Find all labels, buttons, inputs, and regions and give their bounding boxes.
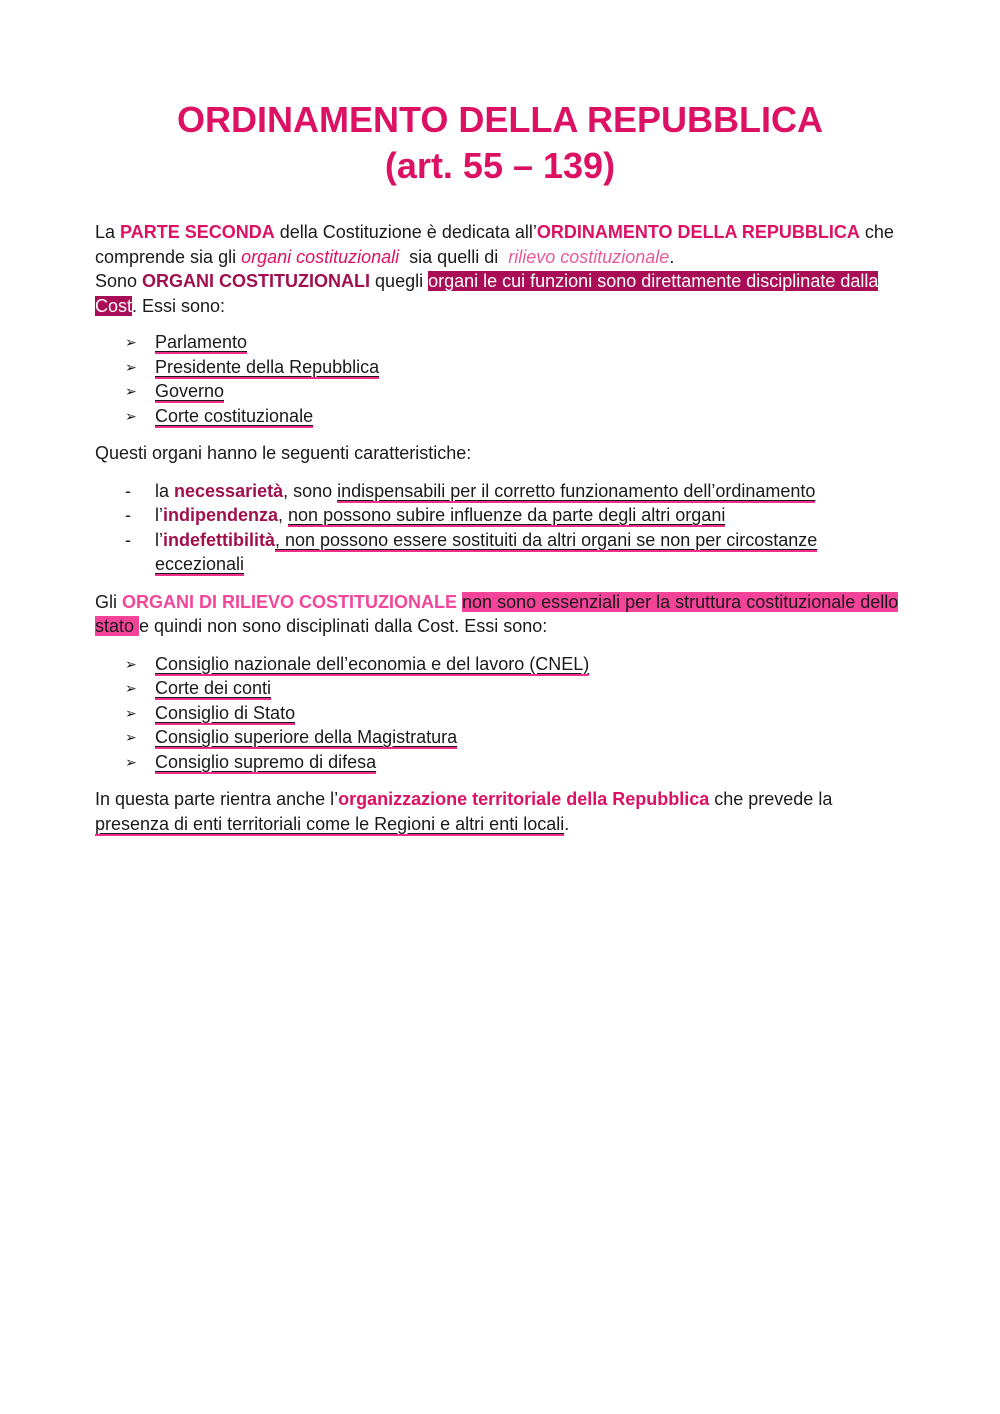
document-title [0,97,1000,189]
bold-term: necessarietà [174,480,284,501]
bold-term-parte-seconda: PARTE SECONDA [120,222,275,242]
list-item-label: Consiglio superiore della Magistratura [155,727,458,747]
list-item-label: Governo [155,381,225,401]
list-item [95,404,910,429]
text: che prevede la [709,789,833,809]
underlined-text: presenza di enti territoriali come le Regioni e altri enti locali [95,813,565,834]
highlighted-definition: organi le cui funzioni sono direttamente disciplinate dalla Cost [95,271,879,316]
bold-term-ordinamento: ORDINAMENTO DELLA REPUBBLICA [536,222,860,242]
list-item-label: Consiglio supremo di difesa [155,751,377,772]
underlined-text: non possono subire influenze da parte degli altri organi [288,505,726,525]
organi-paragraph [95,269,910,318]
organi-list [95,330,910,428]
text: l’ [155,529,163,550]
text: In questa parte rientra anche l’ [95,789,339,809]
list-item-label: Consiglio nazionale dell’economia e del lavoro (CNEL) [155,653,590,674]
italic-term-rilievo: rilievo costituzionale [508,246,670,267]
dash-bullet-icon: - [125,480,131,501]
text: la [155,480,175,501]
text: quegli [370,271,429,291]
list-item-label: Presidente della Repubblica [155,356,380,377]
rilievo-list [95,652,910,775]
list-item-label: Consiglio di Stato [155,702,296,723]
text: . [564,813,570,834]
list-item [95,701,910,726]
bold-term: indipendenza [163,505,279,525]
text: Sono [95,271,143,291]
underlined-text: , non possono essere sostituiti da altri organi se non per circostanze eccezionali [155,529,818,574]
bold-term: indefettibilità [163,529,275,550]
list-item [95,652,910,677]
text: La [95,222,121,242]
bold-term-organi-costituzionali: ORGANI COSTITUZIONALI [142,271,371,291]
text: che comprende sia gli [95,222,894,267]
text: , sono [283,480,338,501]
arrow-bullet-icon: ➢ [125,334,137,350]
arrow-bullet-icon: ➢ [125,655,137,672]
dash-bullet-icon: - [125,505,131,525]
list-item-label: Parlamento [155,332,248,352]
intro-paragraph [95,220,910,269]
list-item [95,503,910,528]
list-item [95,528,910,577]
document-body [95,220,910,836]
list-item-label: Corte costituzionale [155,405,314,426]
underlined-text: indispensabili per il corretto funzionamento dell’ordinamento [337,480,816,501]
bold-term-territoriale: organizzazione territoriale della Repubblica [338,789,710,809]
italic-term-organi-costituzionali: organi costituzionali [241,246,400,267]
text: . Essi sono: [132,295,226,316]
arrow-bullet-icon: ➢ [125,704,137,721]
title-line-2: (art. 55 – 139) [384,145,616,186]
text: . [669,246,675,267]
highlighted-definition: non sono essenziali per la struttura costituzionale dello stato [95,591,899,636]
list-item [95,725,910,750]
text: , [278,505,289,525]
list-item-label: Corte dei conti [155,678,272,698]
caratteristiche-intro: Questi organi hanno le seguenti caratteristiche: [95,443,472,463]
rilievo-paragraph [95,590,910,639]
territoriale-paragraph [95,787,910,836]
arrow-bullet-icon: ➢ [125,358,137,375]
list-item [95,379,910,404]
title-line-1: ORDINAMENTO DELLA REPUBBLICA [177,99,823,140]
dash-bullet-icon: - [125,529,131,550]
arrow-bullet-icon: ➢ [125,383,137,399]
text: l’ [155,505,163,525]
arrow-bullet-icon: ➢ [125,680,137,696]
bold-term-rilievo: ORGANI DI RILIEVO COSTITUZIONALE [122,591,458,612]
list-item [95,355,910,380]
list-item [95,750,910,775]
arrow-bullet-icon: ➢ [125,753,137,770]
list-item [95,330,910,355]
text: e quindi non sono disciplinati dalla Cost. Essi sono: [139,616,548,636]
text: Gli [95,591,122,612]
text: della Costituzione è dedicata all’ [274,222,537,242]
list-item [95,479,910,504]
arrow-bullet-icon: ➢ [125,729,137,745]
caratteristiche-list [95,479,910,577]
list-item [95,676,910,701]
text: sia quelli di [399,246,509,267]
arrow-bullet-icon: ➢ [125,407,137,424]
